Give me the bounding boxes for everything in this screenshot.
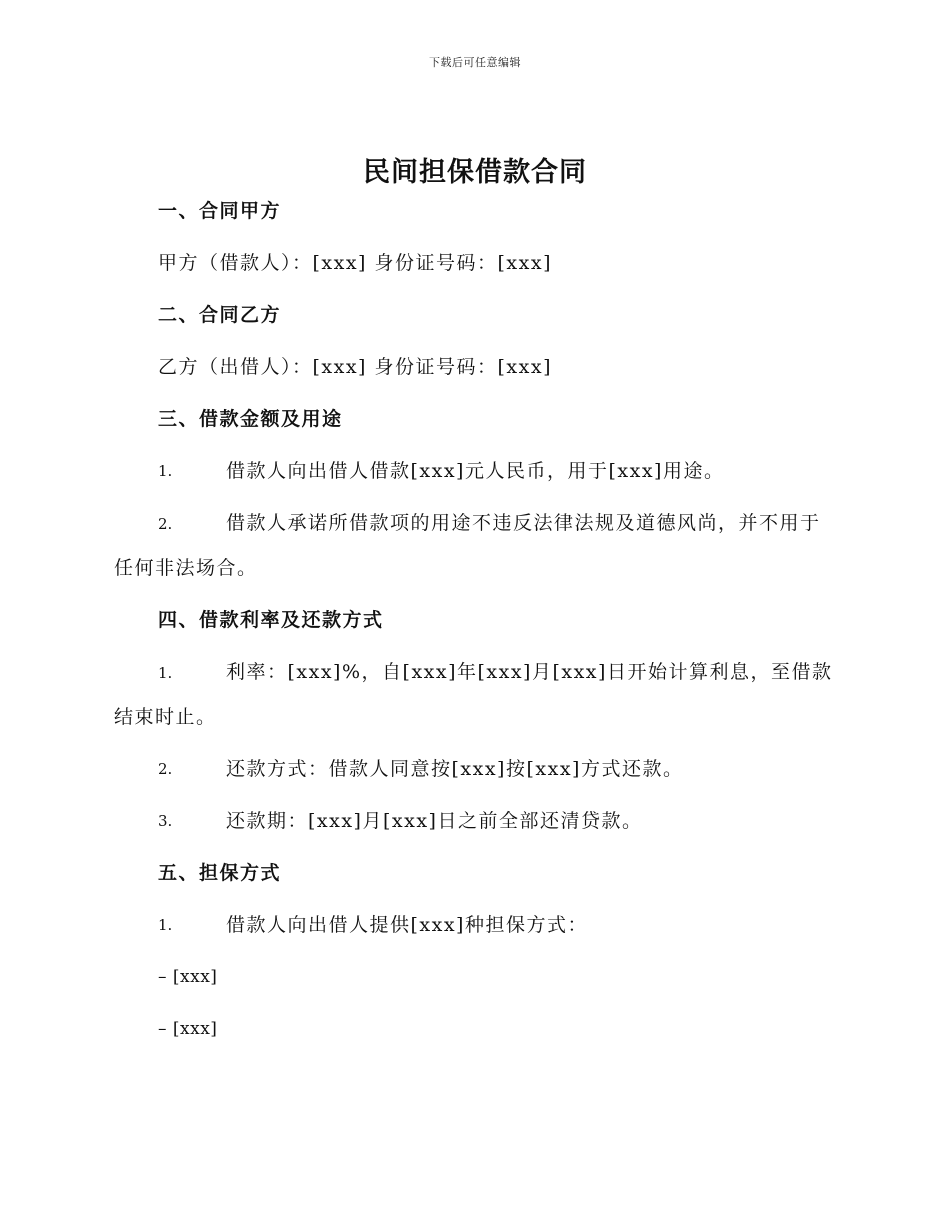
section-heading-loan-amount: 三、借款金额及用途 <box>158 408 343 430</box>
section-heading-guarantee: 五、担保方式 <box>158 862 282 884</box>
list-item <box>114 910 836 940</box>
list-item-number: 1. <box>158 462 173 480</box>
list-item-text: 利率：[xxx]%，自[xxx]年[xxx]月[xxx]日开始计算利息，至借款结束时止。 <box>114 661 833 728</box>
list-item <box>114 754 836 784</box>
section-heading-interest-repayment: 四、借款利率及还款方式 <box>158 609 384 631</box>
list-item-number: 2. <box>158 515 173 533</box>
guarantee-dash-item: – [xxx] <box>158 1019 218 1039</box>
list-item <box>114 806 836 836</box>
list-item <box>114 501 836 590</box>
document-body <box>114 196 836 1044</box>
section-heading-party-a: 一、合同甲方 <box>158 200 282 222</box>
list-item-number: 1. <box>158 664 173 682</box>
document-title: 民间担保借款合同 <box>363 157 587 188</box>
guarantee-dash-item: – [xxx] <box>158 967 218 987</box>
list-item-text: 借款人承诺所借款项的用途不违反法律法规及道德风尚，并不用于任何非法场合。 <box>114 512 821 579</box>
list-item-number: 2. <box>158 760 173 778</box>
list-item-text: 借款人向出借人借款[xxx]元人民币，用于[xxx]用途。 <box>226 460 725 482</box>
list-item <box>114 456 836 486</box>
section-heading-party-b: 二、合同乙方 <box>158 304 282 326</box>
list-item-text: 还款方式：借款人同意按[xxx]按[xxx]方式还款。 <box>226 758 684 780</box>
list-item-text: 借款人向出借人提供[xxx]种担保方式： <box>226 914 588 936</box>
list-item-number: 1. <box>158 916 173 934</box>
list-item-number: 3. <box>158 812 173 830</box>
page-header-note: 下载后可任意编辑 <box>429 56 521 69</box>
list-item-text: 还款期：[xxx]月[xxx]日之前全部还清贷款。 <box>226 810 643 832</box>
list-item <box>114 650 836 739</box>
party-b-line: 乙方（出借人）：[xxx] 身份证号码：[xxx] <box>158 356 552 378</box>
party-a-line: 甲方（借款人）：[xxx] 身份证号码：[xxx] <box>158 252 552 274</box>
